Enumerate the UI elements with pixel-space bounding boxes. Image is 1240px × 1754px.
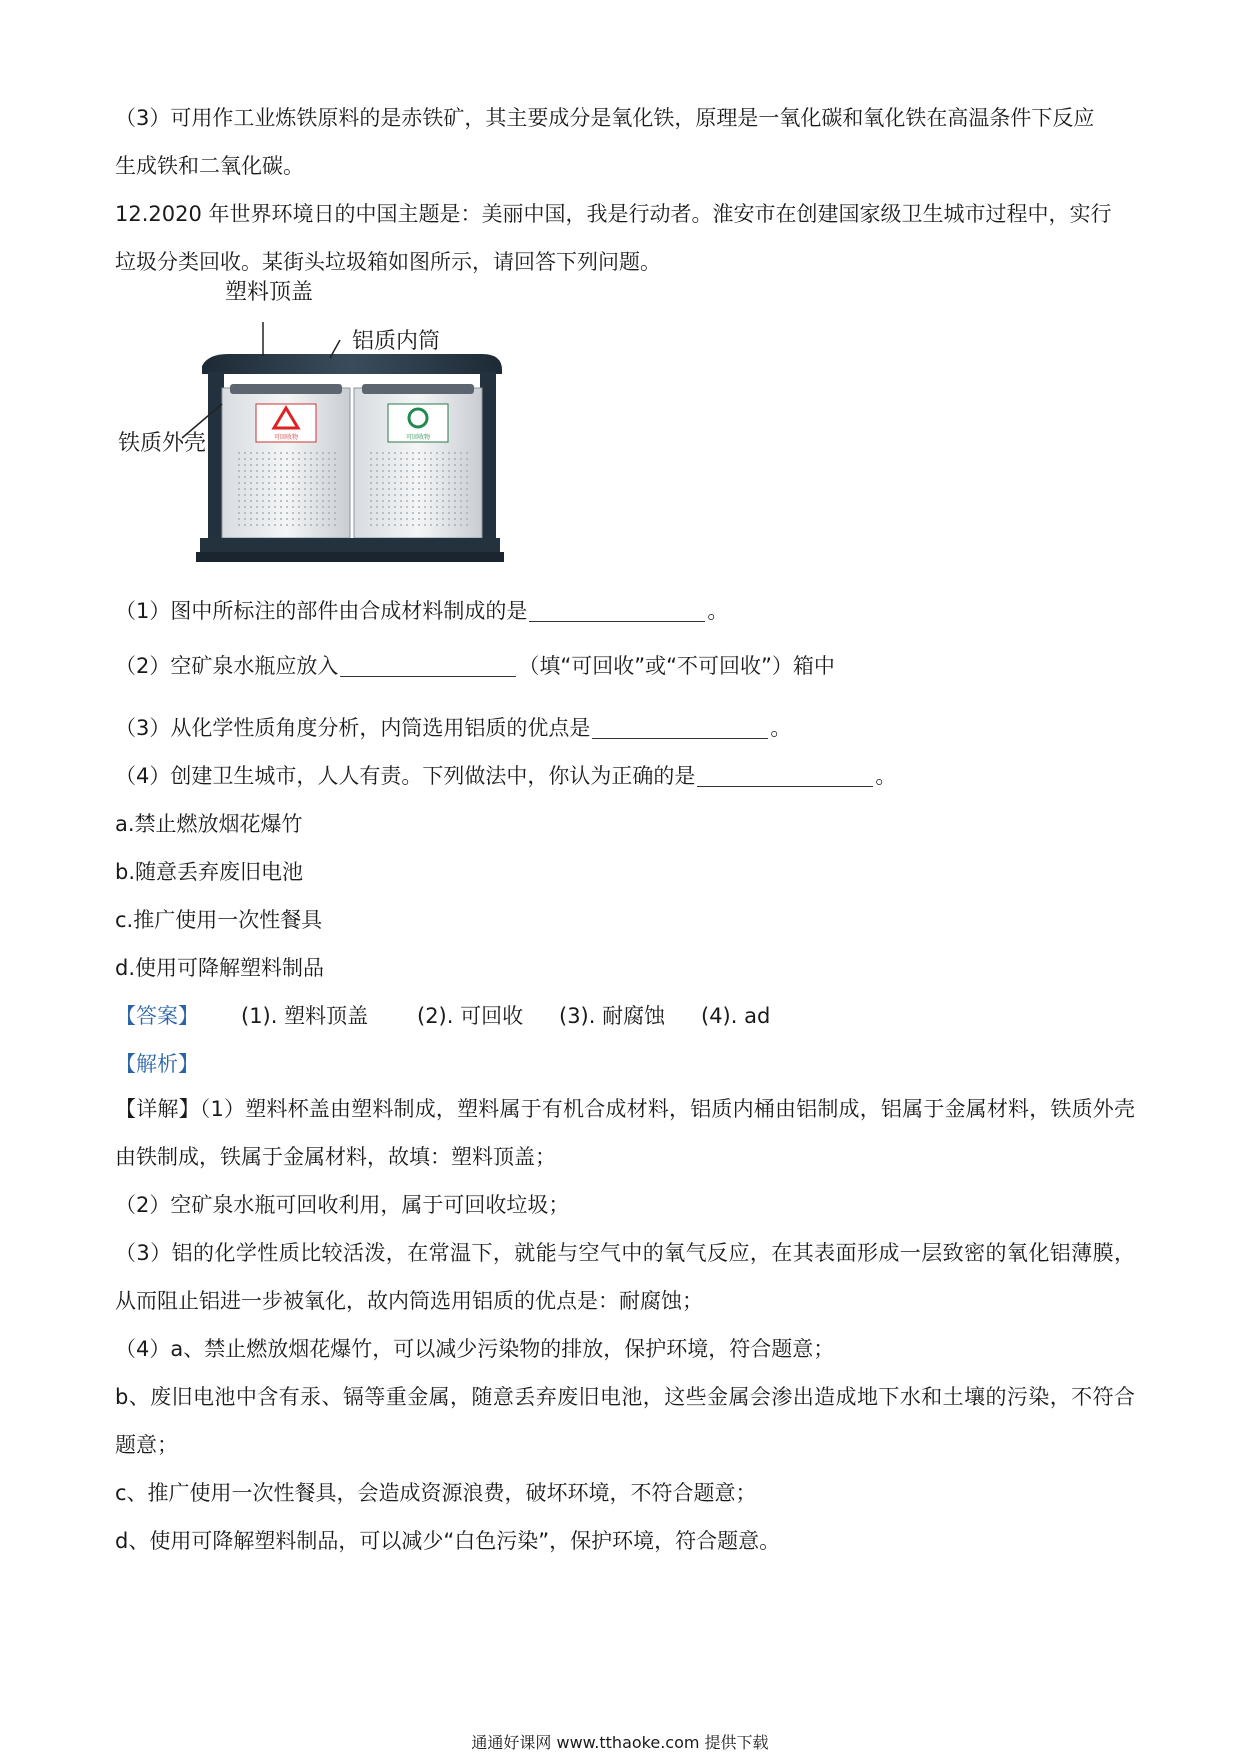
detail-paragraph-2: （2）空矿泉水瓶可回收利用，属于可回收垃圾；: [115, 1193, 570, 1217]
detail-paragraph-7: d、使用可降解塑料制品，可以减少“白色污染”，保护环境，符合题意。: [115, 1529, 781, 1553]
answer-blank-1: [529, 599, 705, 622]
q12-sub2-text: （2）空矿泉水瓶应放入: [115, 654, 339, 678]
detail-1: （1）塑料杯盖由塑料制成，塑料属于有机合成材料，铝质内桶由铝制成，铝属于金属材料，铁质外壳由铁制成，铁属于金属材料，故填：塑料顶盖；: [115, 1097, 1136, 1169]
answer-line: [115, 1001, 770, 1031]
answer-2: (2). 可回收: [417, 1004, 524, 1028]
detail-tag: 【详解】: [115, 1097, 200, 1121]
q12-sub1-text: （1）图中所标注的部件由合成材料制成的是: [115, 599, 528, 623]
detail-paragraph-3: （3）铝的化学性质比较活泼，在常温下，就能与空气中的氧气反应，在其表面形成一层致密的氧化铝薄膜，从而阻止铝进一步被氧化，故内筒选用铝质的优点是：耐腐蚀；: [115, 1241, 1135, 1313]
option-c: c.推广使用一次性餐具: [115, 908, 323, 932]
q12-intro-line2: 垃圾分类回收。某街头垃圾箱如图所示，请回答下列问题。: [115, 250, 661, 274]
q12-sub4-end: 。: [875, 764, 897, 788]
sign-right-text: 可回收物: [405, 434, 431, 441]
q12-sub2: [115, 651, 835, 681]
label-iron-shell: 铁质外壳: [118, 431, 207, 456]
detail-paragraph-5: b、废旧电池中含有汞、镉等重金属，随意丢弃废旧电池，这些金属会渗出造成地下水和土壤的污染，不符合题意；: [115, 1385, 1135, 1457]
option-d: d.使用可降解塑料制品: [115, 956, 325, 980]
answer-blank-2: [340, 654, 516, 677]
q12-sub4-text: （4）创建卫生城市，人人有责。下列做法中，你认为正确的是: [115, 764, 696, 788]
q12-sub3-text: （3）从化学性质角度分析，内筒选用铝质的优点是: [115, 716, 591, 740]
answer-blank-3: [592, 716, 768, 739]
option-a: a.禁止燃放烟花爆竹: [115, 812, 303, 836]
q12-sub1: [115, 596, 728, 626]
label-plastic-lid: 塑料顶盖: [225, 280, 314, 305]
detail-paragraph-6: c、推广使用一次性餐具，会造成资源浪费，破坏环境，不符合题意；: [115, 1481, 757, 1505]
answer-blank-4: [697, 764, 873, 787]
q12-intro-line1: 12.2020 年世界环境日的中国主题是：美丽中国，我是行动者。淮安市在创建国家级卫生城市过程中，实行: [115, 202, 1112, 226]
q12-sub1-end: 。: [707, 599, 729, 623]
page-footer: 通通好课网 www.tthaoke.com 提供下载: [471, 1733, 769, 1752]
detail-paragraph-1: [115, 1085, 1135, 1181]
q11-part3-line1: （3）可用作工业炼铁原料的是赤铁矿，其主要成分是氧化铁，原理是一氧化碳和氧化铁在高温条件下反应: [115, 106, 1095, 130]
sign-left-text: 可回收物: [273, 434, 299, 441]
q12-sub3-end: 。: [770, 716, 792, 740]
answer-1: (1). 塑料顶盖: [241, 1004, 369, 1028]
option-b: b.随意丢弃废旧电池: [115, 860, 304, 884]
q11-part3-line2: 生成铁和二氧化碳。: [115, 154, 304, 178]
q12-sub2-end: （填“可回收”或“不可回收”）箱中: [518, 654, 835, 678]
answer-3: (3). 耐腐蚀: [559, 1004, 666, 1028]
trash-bin-figure: [110, 280, 510, 580]
label-aluminum-inner: 铝质内筒: [352, 329, 441, 354]
detail-paragraph-4: （4）a、禁止燃放烟花爆竹，可以减少污染物的排放，保护环境，符合题意；: [115, 1337, 835, 1361]
analysis-tag: 【解析】: [115, 1052, 199, 1076]
answer-tag: 【答案】: [115, 1004, 199, 1028]
q12-sub3: [115, 713, 791, 743]
q12-sub4: [115, 761, 896, 791]
answer-4: (4). ad: [701, 1004, 771, 1028]
